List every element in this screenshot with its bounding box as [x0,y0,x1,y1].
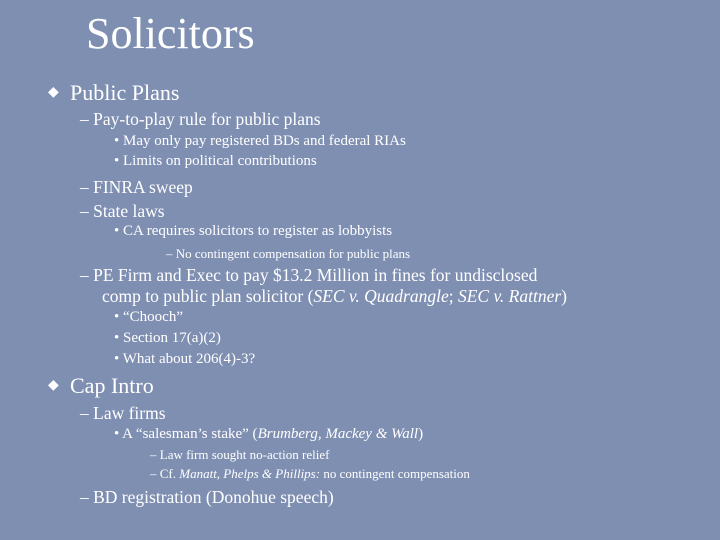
bullet-206-4-3: • What about 206(4)-3? [114,351,256,367]
bullet-no-contingent-comp: – No contingent compensation for public plans [166,246,411,261]
text-fragment: ) [418,426,424,442]
bullet-state-laws: – State laws [80,201,165,221]
text-fragment: ; [448,286,458,306]
text-fragment: ) [561,286,567,306]
bullet-chooch: • “Chooch” [114,309,183,325]
bullet-registered-bds: • May only pay registered BDs and federal RIAs [114,133,406,149]
text-fragment: no contingent compensation [320,466,470,481]
bullet-political-contributions: • Limits on political contributions [114,153,317,169]
text-fragment: comp to public plan solicitor ( [102,286,314,306]
bullet-ca-lobbyists: • CA requires solicitors to register as lobbyists [114,223,393,239]
section-heading: Cap Intro [70,373,154,398]
bullet-law-firms: – Law firms [80,403,166,423]
case-name: Manatt, Phelps & Phillips: [179,466,321,481]
slide-title: Solicitors [86,9,255,58]
case-name: Brumberg, Mackey & Wall [257,426,419,442]
bullet-pay-to-play: – Pay-to-play rule for public plans [80,109,321,129]
bullet-finra-sweep: – FINRA sweep [80,177,193,197]
bullet-salesmans-stake [114,425,423,444]
bullet-pe-firm-line2 [102,285,567,307]
text-fragment: • A “salesman’s stake” ( [114,426,258,442]
section-heading: Public Plans [70,80,180,105]
bullet-pe-firm-line1: – PE Firm and Exec to pay $13.2 Million in fines for undisclosed [80,265,538,285]
bullet-no-action-relief: – Law firm sought no-action relief [150,447,330,462]
text-fragment: – Cf. [150,466,180,481]
bullet-manatt [150,465,470,482]
bullet-section-17a2: • Section 17(a)(2) [114,330,221,346]
diamond-bullet-icon: ◆ [48,85,59,100]
diamond-bullet-icon: ◆ [48,378,59,393]
bullet-bd-registration: – BD registration (Donohue speech) [80,487,334,507]
case-name: SEC v. Rattner [457,286,562,306]
case-name: SEC v. Quadrangle [313,286,449,306]
